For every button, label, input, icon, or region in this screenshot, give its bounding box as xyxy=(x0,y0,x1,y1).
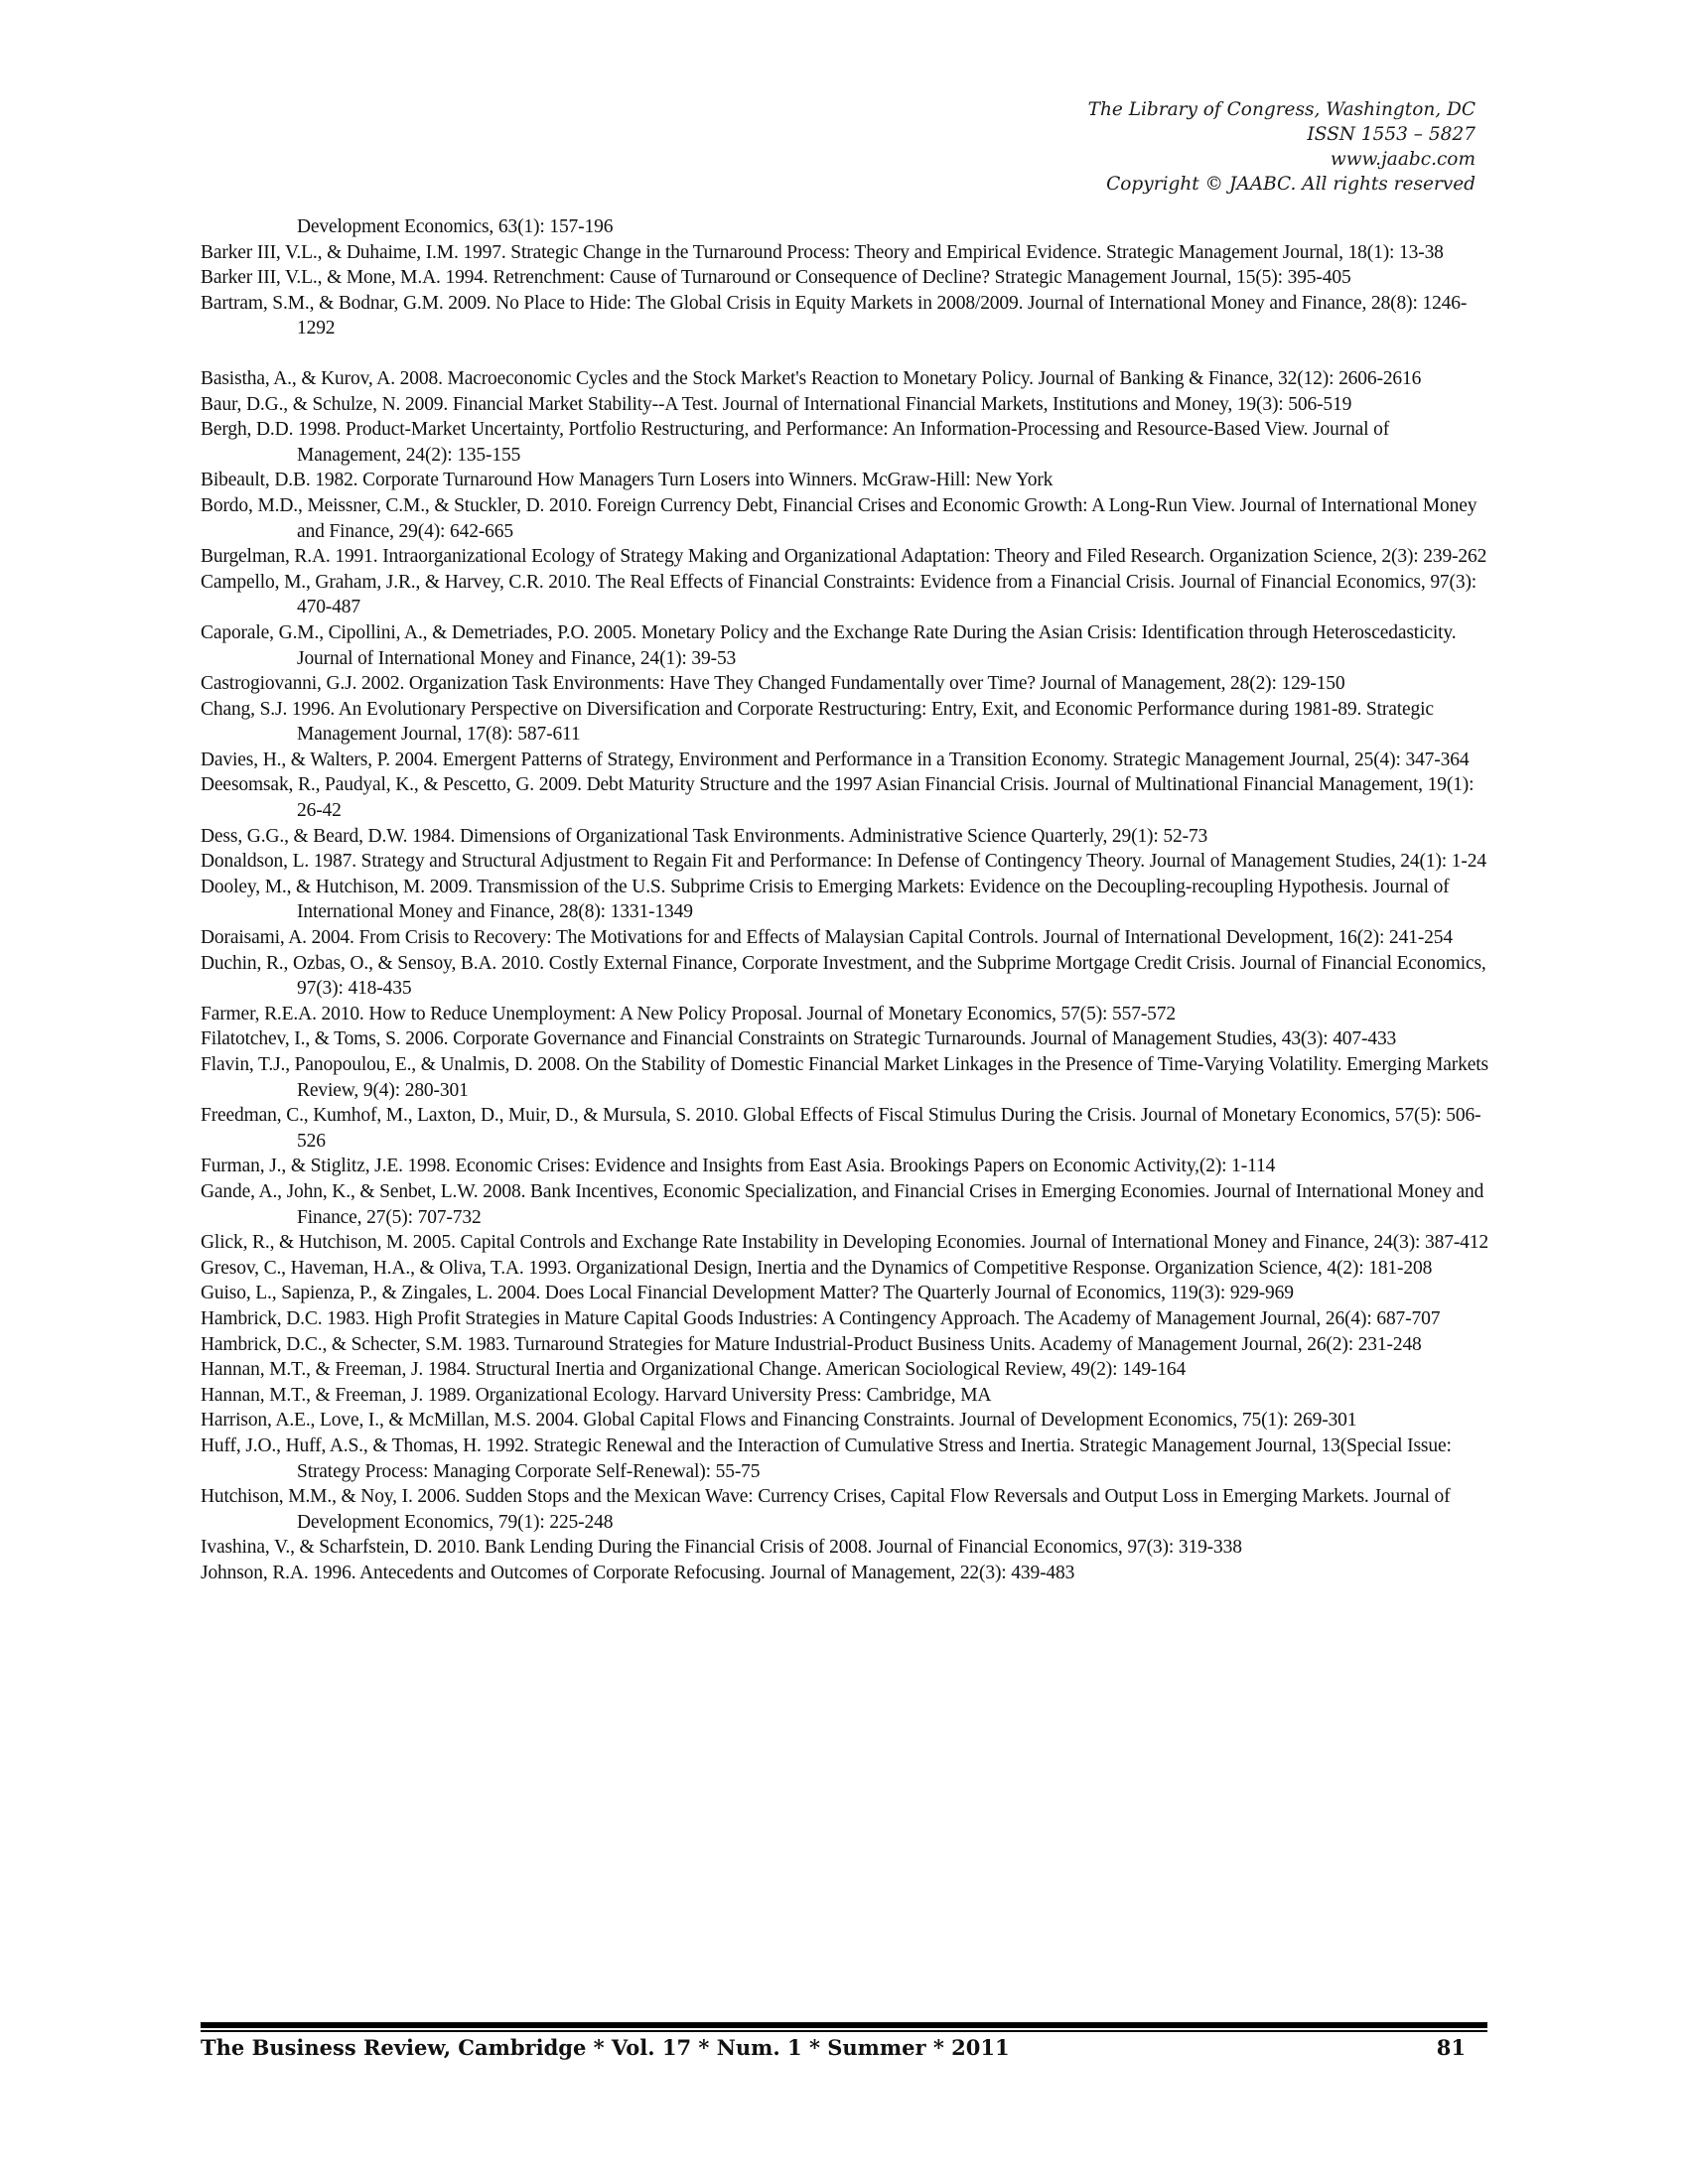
reference-entry: Flavin, T.J., Panopoulou, E., & Unalmis, D. 2008. On the Stability of Domestic Financial Market Linkages in the Presence of Time-Varying Volatility. Emerging Markets Review, 9(4): 280-301 xyxy=(201,1054,1488,1101)
reference-entry: Deesomsak, R., Paudyal, K., & Pescetto, G. 2009. Debt Maturity Structure and the 1997 Asian Financial Crisis. Journal of Multinational Financial Management, 19(1): 26-42 xyxy=(201,774,1475,822)
reference-entry: Bibeault, D.B. 1982. Corporate Turnaround How Managers Turn Losers into Winners. McGraw-Hill: New York xyxy=(201,470,1054,491)
reference-entry: Bordo, M.D., Meissner, C.M., & Stuckler, D. 2010. Foreign Currency Debt, Financial Crises and Economic Growth: A Long-Run View. Journal of International Money and Finance, 29(4): 642-665 xyxy=(201,494,1477,542)
reference-entry: Glick, R., & Hutchison, M. 2005. Capital Controls and Exchange Rate Instability in Developing Economies. Journal of International Money and Finance, 24(3): 387-412 xyxy=(201,1232,1488,1254)
reference-entry: Filatotchev, I., & Toms, S. 2006. Corporate Governance and Financial Constraints on Strategic Turnarounds. Journal of Management Studies, 43(3): 407-433 xyxy=(201,1028,1397,1050)
reference-entry: Huff, J.O., Huff, A.S., & Thomas, H. 1992. Strategic Renewal and the Interaction of Cumulative Stress and Inertia. Strategic Management Journal, 13(Special Issue: Strategy Process: Managing Corporate Self-Renewal): 55-75 xyxy=(201,1434,1452,1482)
reference-entry: Bergh, D.D. 1998. Product-Market Uncertainty, Portfolio Restructuring, and Performance: An Information-Processing and Resource-Based View. Journal of Management, 24(2): 135-155 xyxy=(201,419,1390,466)
page-footer xyxy=(201,2035,1466,2060)
masthead xyxy=(1088,97,1476,197)
footer-rule-thick xyxy=(201,2022,1487,2028)
masthead-publisher: The Library of Congress, Washington, DC xyxy=(1087,99,1476,120)
reference-entry: Hutchison, M.M., & Noy, I. 2006. Sudden Stops and the Mexican Wave: Currency Crises, Capital Flow Reversals and Output Loss in Emerging Markets. Journal of Development Economics, 79(1): 225-248 xyxy=(201,1486,1451,1533)
reference-entry: Farmer, R.E.A. 2010. How to Reduce Unemployment: A New Policy Proposal. Journal of Monetary Economics, 57(5): 557-572 xyxy=(201,1003,1176,1024)
footer-rule-thin xyxy=(201,2030,1487,2032)
masthead-website: www.jaabc.com xyxy=(1330,149,1476,170)
reference-entry: Hannan, M.T., & Freeman, J. 1984. Structural Inertia and Organizational Change. American Sociological Review, 49(2): 149-164 xyxy=(201,1359,1187,1381)
reference-entry: Guiso, L., Sapienza, P., & Zingales, L. 2004. Does Local Financial Development Matter? The Quarterly Journal of Economics, 119(3): 929-969 xyxy=(201,1283,1294,1304)
masthead-copyright: Copyright © JAABC. All rights reserved xyxy=(1106,174,1476,195)
reference-entry: Dooley, M., & Hutchison, M. 2009. Transmission of the U.S. Subprime Crisis to Emerging Markets: Evidence on the Decoupling-recoupling Hypothesis. Journal of International Money and Finance, 28(8): 1331-1349 xyxy=(201,876,1450,923)
reference-entry: Barker III, V.L., & Duhaime, I.M. 1997. Strategic Change in the Turnaround Process: Theory and Empirical Evidence. Strategic Management Journal, 18(1): 13-38 xyxy=(201,241,1444,263)
page-number: 81 xyxy=(1436,2035,1466,2060)
reference-entry: Castrogiovanni, G.J. 2002. Organization Task Environments: Have They Changed Fundamentally over Time? Journal of Management, 28(2): 129-150 xyxy=(201,673,1345,695)
reference-entry: Freedman, C., Kumhof, M., Laxton, D., Muir, D., & Mursula, S. 2010. Global Effects of Fiscal Stimulus During the Crisis. Journal of Monetary Economics, 57(5): 506-526 xyxy=(201,1105,1481,1152)
reference-entry: Gresov, C., Haveman, H.A., & Oliva, T.A. 1993. Organizational Design, Inertia and the Dynamics of Competitive Response. Organization Science, 4(2): 181-208 xyxy=(201,1257,1433,1279)
reference-entry: Chang, S.J. 1996. An Evolutionary Perspective on Diversification and Corporate Restructuring: Entry, Exit, and Economic Performance during 1981-89. Strategic Management Journal, 17(8): 587-611 xyxy=(201,698,1434,746)
reference-entry: Hambrick, D.C. 1983. High Profit Strategies in Mature Capital Goods Industries: A Contingency Approach. The Academy of Management Journal, 26(4): 687-707 xyxy=(201,1307,1441,1329)
footer-divider xyxy=(201,2022,1487,2032)
reference-entry: Hannan, M.T., & Freeman, J. 1989. Organizational Ecology. Harvard University Press: Cambridge, MA xyxy=(201,1384,992,1406)
reference-entry: Gande, A., John, K., & Senbet, L.W. 2008. Bank Incentives, Economic Specialization, and Financial Crises in Emerging Economies. Journal of International Money and Finance, 27(5): 707-732 xyxy=(201,1180,1484,1228)
reference-entry: Ivashina, V., & Scharfstein, D. 2010. Bank Lending During the Financial Crisis of 2008. Journal of Financial Economics, 97(3): 319-338 xyxy=(201,1537,1242,1559)
reference-entry: Baur, D.G., & Schulze, N. 2009. Financial Market Stability--A Test. Journal of International Financial Markets, Institutions and Money, 19(3): 506-519 xyxy=(201,393,1352,415)
reference-entry: Caporale, G.M., Cipollini, A., & Demetriades, P.O. 2005. Monetary Policy and the Exchange Rate During the Asian Crisis: Identification through Heteroscedasticity. Journal of International Money and Finance, 24(1): 39-53 xyxy=(201,621,1457,669)
reference-entry: Hambrick, D.C., & Schecter, S.M. 1983. Turnaround Strategies for Mature Industrial-Product Business Units. Academy of Management Journal, 26(2): 231-248 xyxy=(201,1333,1422,1355)
reference-entry: Burgelman, R.A. 1991. Intraorganizational Ecology of Strategy Making and Organizational Adaptation: Theory and Filed Research. Organization Science, 2(3): 239-262 xyxy=(201,546,1487,568)
reference-entry: Barker III, V.L., & Mone, M.A. 1994. Retrenchment: Cause of Turnaround or Consequence of Decline? Strategic Management Journal, 15(5): 395-405 xyxy=(201,267,1351,289)
reference-entry: Donaldson, L. 1987. Strategy and Structural Adjustment to Regain Fit and Performance: In Defense of Contingency Theory. Journal of Management Studies, 24(1): 1-24 xyxy=(201,851,1486,873)
masthead-issn: ISSN 1553 – 5827 xyxy=(1307,124,1476,145)
reference-entry: Harrison, A.E., Love, I., & McMillan, M.S. 2004. Global Capital Flows and Financing Constraints. Journal of Development Economics, 75(1): 269-301 xyxy=(201,1410,1357,1432)
reference-entry: Davies, H., & Walters, P. 2004. Emergent Patterns of Strategy, Environment and Performance in a Transition Economy. Strategic Management Journal, 25(4): 347-364 xyxy=(201,749,1470,770)
reference-entry: Duchin, R., Ozbas, O., & Sensoy, B.A. 2010. Costly External Finance, Corporate Investment, and the Subprime Mortgage Credit Crisis. Journal of Financial Economics, 97(3): 418-435 xyxy=(201,952,1486,1000)
reference-entry: Campello, M., Graham, J.R., & Harvey, C.R. 2010. The Real Effects of Financial Constraints: Evidence from a Financial Crisis. Journal of Financial Economics, 97(3): 470-487 xyxy=(201,571,1477,618)
reference-entry: Doraisami, A. 2004. From Crisis to Recovery: The Motivations for and Effects of Malaysian Capital Controls. Journal of International Development, 16(2): 241-254 xyxy=(201,927,1453,949)
reference-entry: Furman, J., & Stiglitz, J.E. 1998. Economic Crises: Evidence and Insights from East Asia. Brookings Papers on Economic Activity,(2): 1-114 xyxy=(201,1156,1276,1177)
reference-entry: Development Economics, 63(1): 157-196 xyxy=(297,216,614,237)
reference-entry: Bartram, S.M., & Bodnar, G.M. 2009. No Place to Hide: The Global Crisis in Equity Markets in 2008/2009. Journal of International Money and Finance, 28(8): 1246-1292 xyxy=(201,292,1468,340)
reference-list xyxy=(201,214,1491,1585)
footer-journal-info: The Business Review, Cambridge * Vol. 17 * Num. 1 * Summer * 2011 xyxy=(201,2035,1010,2060)
reference-entry: Dess, G.G., & Beard, D.W. 1984. Dimensions of Organizational Task Environments. Administrative Science Quarterly, 29(1): 52-73 xyxy=(201,825,1208,847)
reference-entry: Johnson, R.A. 1996. Antecedents and Outcomes of Corporate Refocusing. Journal of Management, 22(3): 439-483 xyxy=(201,1562,1075,1583)
reference-entry: Basistha, A., & Kurov, A. 2008. Macroeconomic Cycles and the Stock Market's Reaction to Monetary Policy. Journal of Banking & Finance, 32(12): 2606-2616 xyxy=(201,367,1422,389)
